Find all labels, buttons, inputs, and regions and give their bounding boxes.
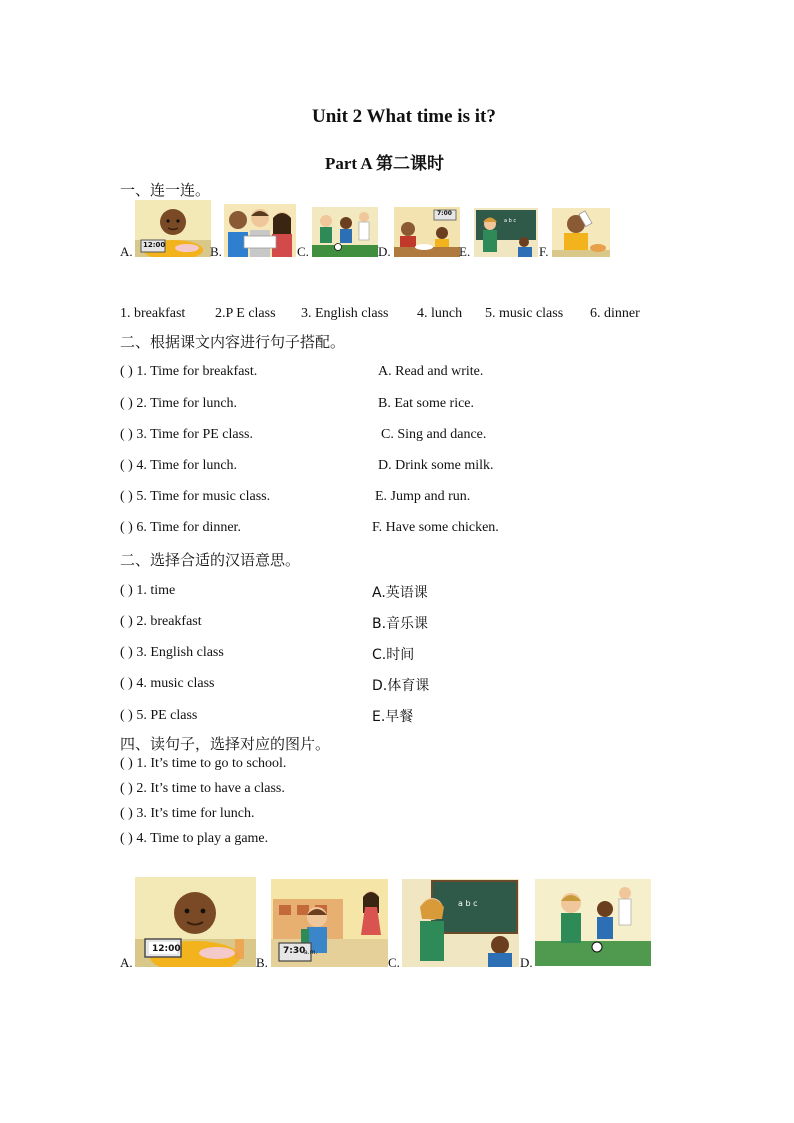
page-title: Unit 2 What time is it? xyxy=(312,106,496,127)
picture-family-dinner xyxy=(394,207,460,257)
meaning-answer: B.音乐课 xyxy=(372,616,429,632)
picture-label-b: B. xyxy=(210,244,222,259)
page-subtitle: Part A 第二课时 xyxy=(325,154,444,173)
meaning-question: ( ) 4. music class xyxy=(120,676,215,691)
picture-teacher-class xyxy=(402,879,519,967)
picture-label-b: B. xyxy=(256,955,268,970)
picture-label-a: A. xyxy=(120,955,133,970)
match-question: ( ) 1. Time for breakfast. xyxy=(120,364,258,379)
clock-readout: 7:00 xyxy=(437,210,452,217)
word-item: 6. dinner xyxy=(590,306,640,321)
picture-label-d: D. xyxy=(378,244,391,259)
meaning-answer: E.早餐 xyxy=(372,709,414,725)
clock-readout: 12:00 xyxy=(152,944,181,954)
match-answer: D. Drink some milk. xyxy=(378,458,494,473)
section1-heading: 一、连一连。 xyxy=(120,181,211,199)
picture-label-e: E. xyxy=(459,244,471,259)
kids-football-illustration xyxy=(312,207,378,257)
read-sentence: ( ) 3. It’s time for lunch. xyxy=(120,806,255,821)
match-answer: A. Read and write. xyxy=(378,364,484,379)
picture-boy-lunch-large xyxy=(135,877,256,967)
match-question: ( ) 2. Time for lunch. xyxy=(120,396,238,411)
board-text: a b c xyxy=(504,218,517,224)
meaning-answer: A.英语课 xyxy=(372,585,428,601)
match-answer: F. Have some chicken. xyxy=(372,520,499,535)
play-game-illustration xyxy=(535,879,651,966)
picture-going-to-school xyxy=(271,879,388,967)
match-question: ( ) 4. Time for lunch. xyxy=(120,458,238,473)
picture-label-a: A. xyxy=(120,244,133,259)
picture-label-f: F. xyxy=(539,244,549,259)
teacher-board-illustration xyxy=(474,208,538,257)
meaning-question: ( ) 1. time xyxy=(120,583,176,598)
word-item: 2.P E class xyxy=(215,306,276,321)
match-question: ( ) 3. Time for PE class. xyxy=(120,427,253,442)
kids-reading-illustration xyxy=(224,204,296,257)
teacher-class-illustration xyxy=(402,879,519,967)
picture-boy-lunch xyxy=(135,200,211,257)
picture-boy-drinking xyxy=(552,208,610,257)
match-question: ( ) 5. Time for music class. xyxy=(120,489,271,504)
clock-readout: 12:00 xyxy=(143,241,166,249)
section3-heading: 二、选择合适的汉语意思。 xyxy=(120,551,301,569)
section4-heading: 四、读句子，选择对应的图片。 xyxy=(120,735,331,753)
word-item: 3. English class xyxy=(301,306,389,321)
match-answer: B. Eat some rice. xyxy=(378,396,475,411)
match-question: ( ) 6. Time for dinner. xyxy=(120,520,241,535)
picture-label-c: C. xyxy=(297,244,309,259)
read-sentence: ( ) 2. It’s time to have a class. xyxy=(120,781,285,796)
boy-drinking-illustration xyxy=(552,208,610,257)
picture-teacher-board xyxy=(474,208,538,257)
word-item: 4. lunch xyxy=(417,306,463,321)
meaning-question: ( ) 5. PE class xyxy=(120,708,198,723)
picture-kids-football xyxy=(312,207,378,257)
word-item: 1. breakfast xyxy=(120,306,186,321)
meaning-answer: C.时间 xyxy=(372,647,415,663)
read-sentence: ( ) 1. It’s time to go to school. xyxy=(120,756,287,771)
read-sentence: ( ) 4. Time to play a game. xyxy=(120,831,269,846)
section2-heading: 二、根据课文内容进行句子搭配。 xyxy=(120,333,346,351)
meaning-answer: D.体育课 xyxy=(372,678,430,694)
picture-play-game xyxy=(535,879,651,966)
picture-label-d: D. xyxy=(520,955,533,970)
match-answer: E. Jump and run. xyxy=(375,489,471,504)
picture-label-c: C. xyxy=(388,955,400,970)
word-item: 5. music class xyxy=(485,306,564,321)
board-text: a b c xyxy=(458,899,478,908)
match-answer: C. Sing and dance. xyxy=(381,427,487,442)
clock-readout: 7:30 xyxy=(283,946,306,956)
clock-suffix: a.m. xyxy=(304,949,318,956)
meaning-question: ( ) 2. breakfast xyxy=(120,614,202,629)
meaning-question: ( ) 3. English class xyxy=(120,645,224,660)
picture-kids-reading xyxy=(224,204,296,257)
